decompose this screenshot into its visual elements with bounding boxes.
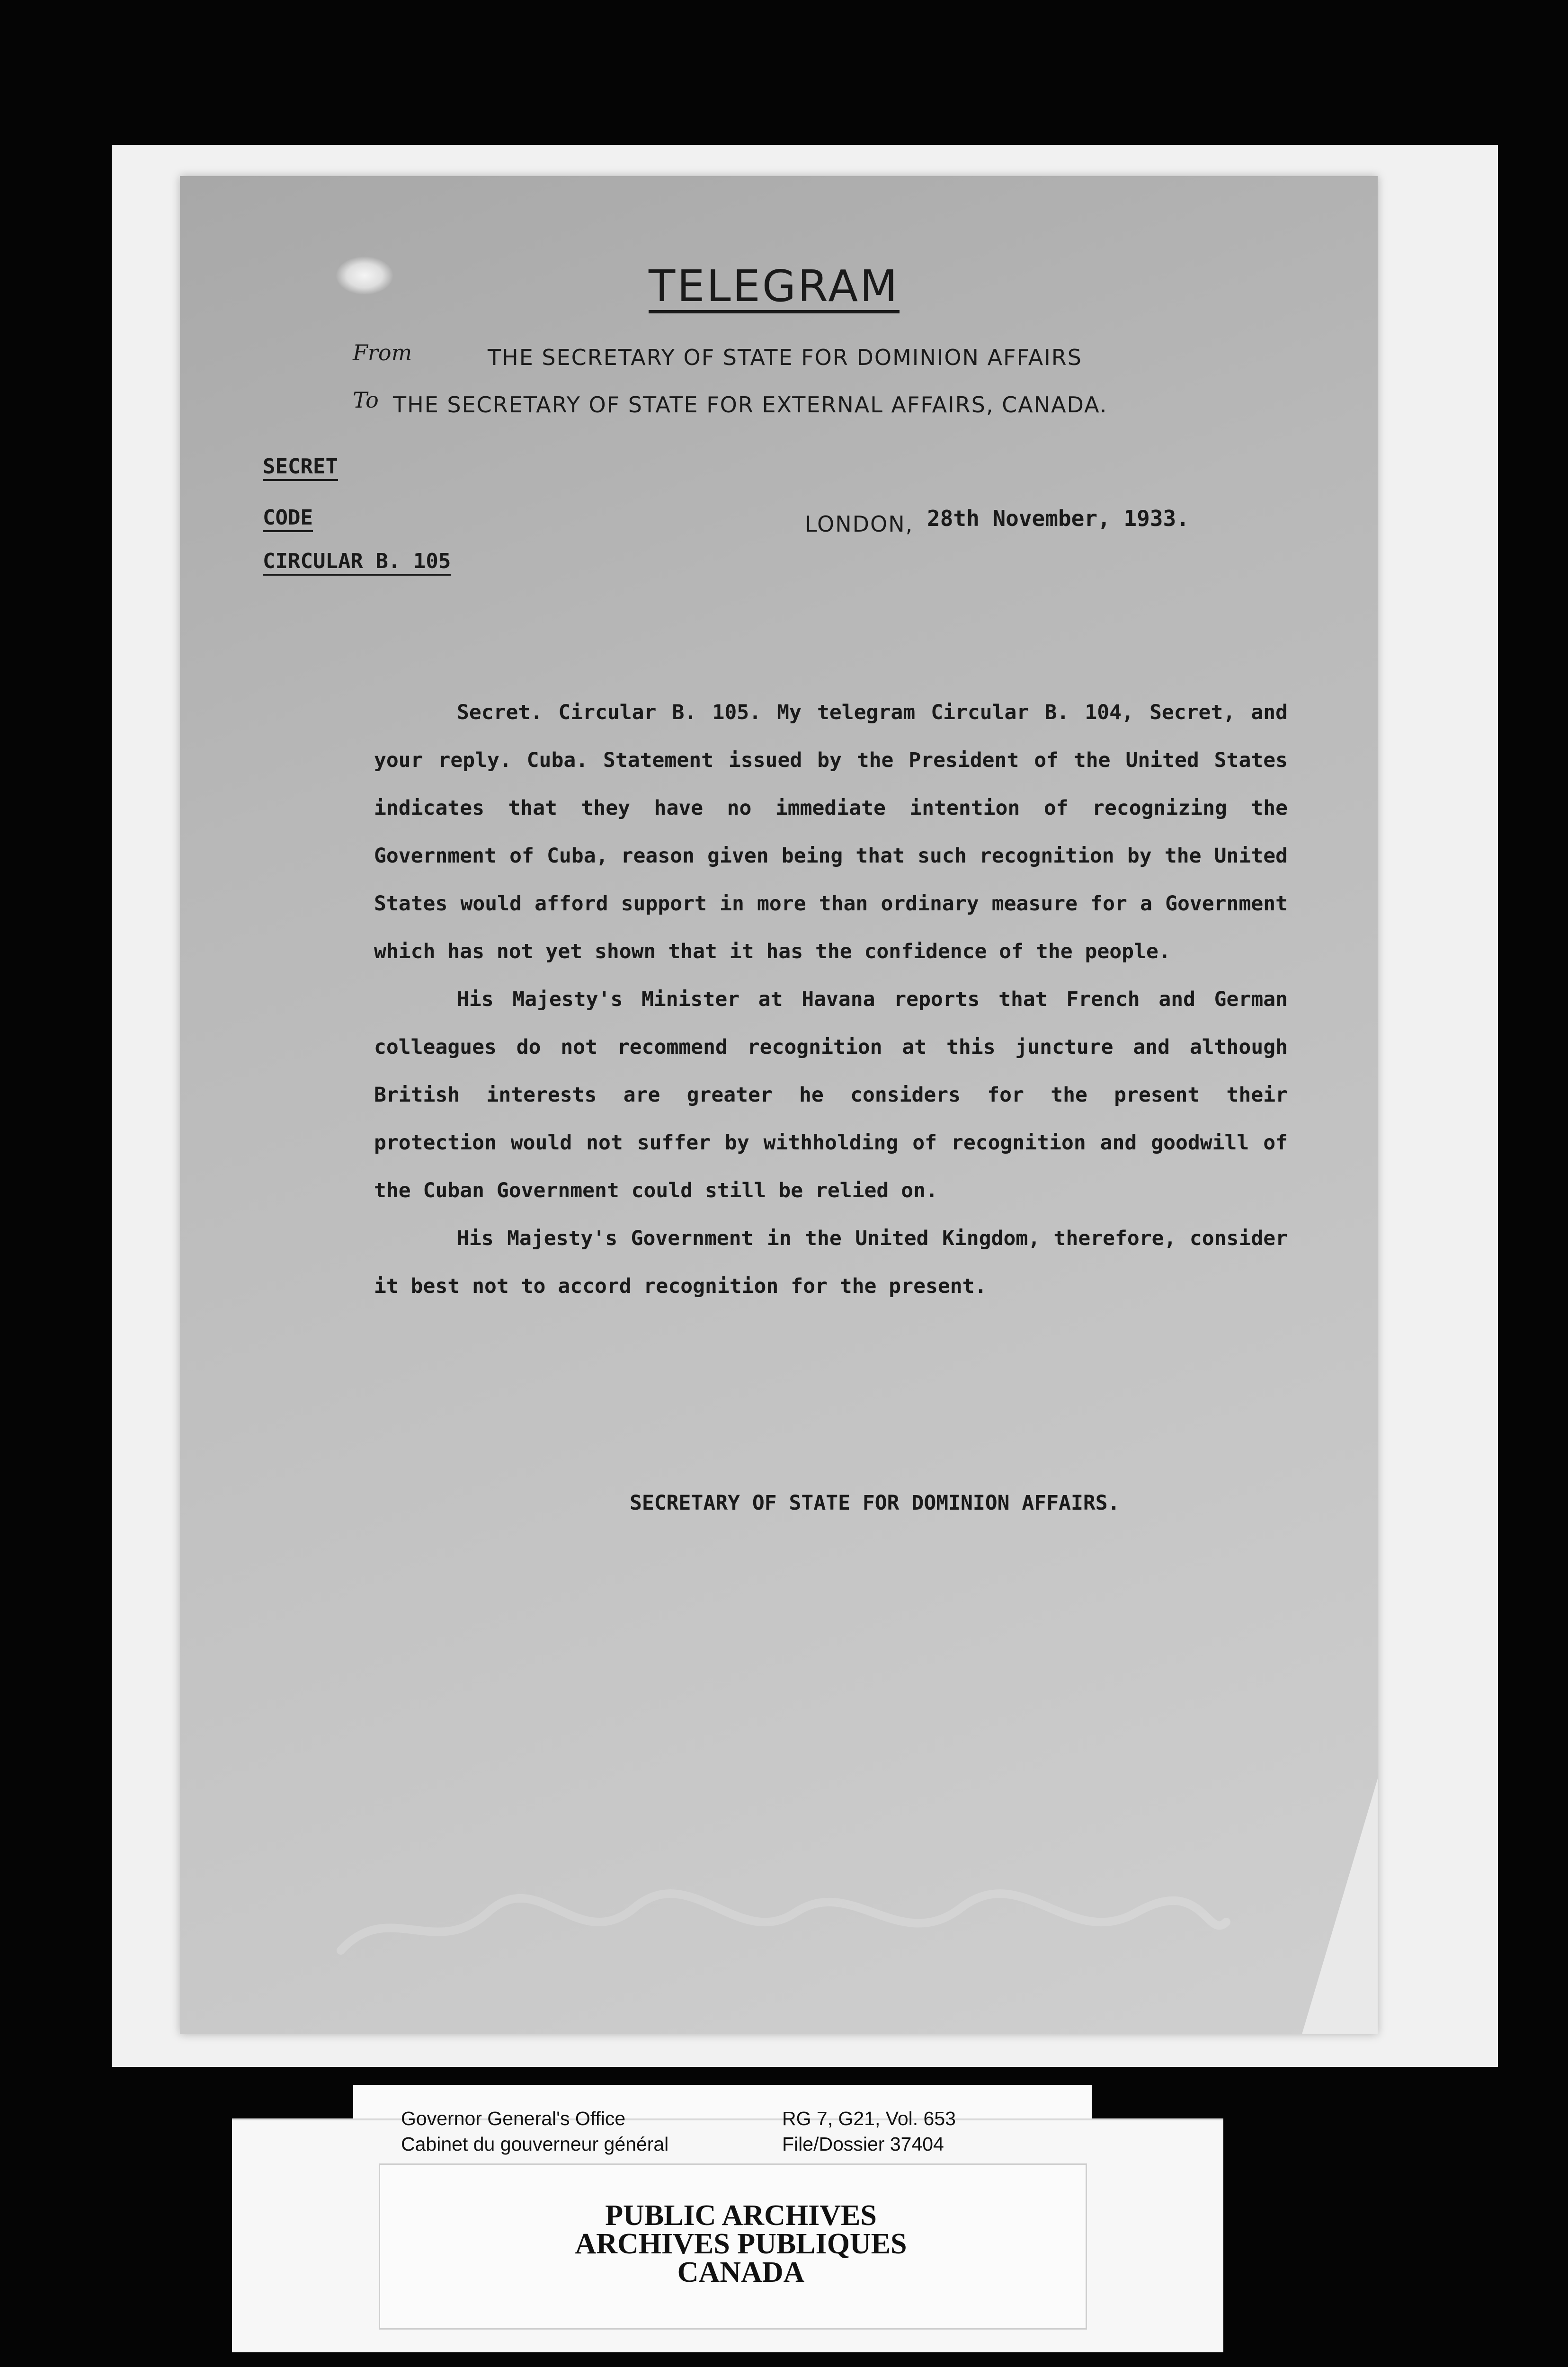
classification-mark: SECRET (263, 454, 338, 481)
punch-hole-mark (336, 257, 393, 294)
to-label: To (353, 387, 379, 413)
body-paragraph: Secret. Circular B. 105. My telegram Circular B. 104, Secret, and your reply. Cuba. Statement issued by the President of the United States indicates that they have no immediate intention of recognizing the Government of Cuba, reason given being that such recognition by the United States would afford support in more than ordinary measure for a Government which has not yet shown that it has the confidence of the people. (374, 701, 1288, 963)
body-paragraph: His Majesty's Government in the United Kingdom, therefore, consider it best not to accord recognition for the present. (374, 1227, 1288, 1298)
office-name-fr: Cabinet du gouverneur général (401, 2133, 669, 2155)
stamp-canada: CANADA (677, 2256, 805, 2288)
folded-corner (1302, 1779, 1378, 2034)
telegram-title: TELEGRAM (649, 263, 900, 313)
stamp-archives-publiques: ARCHIVES PUBLIQUES (575, 2228, 907, 2260)
telegram-date: 28th November, 1933. (927, 506, 1189, 531)
body-paragraph: His Majesty's Minister at Havana reports that French and German colleagues do not recommend recognition at this juncture and although British interests are greater he considers for the present their protection would not suffer by withholding of recognition and goodwill of the Cuban Government could still be relied on. (374, 988, 1288, 1202)
from-label: From (353, 340, 412, 365)
to-value: THE SECRETARY OF STATE FOR EXTERNAL AFFAIRS, CANADA. (393, 392, 1108, 418)
signature-line: SECRETARY OF STATE FOR DOMINION AFFAIRS. (630, 1491, 1120, 1515)
archive-reference: RG 7, G21, Vol. 653 (782, 2108, 956, 2129)
place-of-origin: LONDON, (805, 511, 914, 537)
stamp-public-archives: PUBLIC ARCHIVES (605, 2199, 877, 2232)
circular-reference: CIRCULAR B. 105 (263, 549, 451, 576)
telegram-body (374, 689, 1288, 1310)
pencil-scribble (331, 1879, 1231, 1974)
transmission-mode: CODE (263, 506, 313, 532)
file-reference: File/Dossier 37404 (782, 2133, 944, 2155)
office-name-en: Governor General's Office (401, 2108, 626, 2129)
from-value: THE SECRETARY OF STATE FOR DOMINION AFFAIRS (488, 345, 1082, 370)
